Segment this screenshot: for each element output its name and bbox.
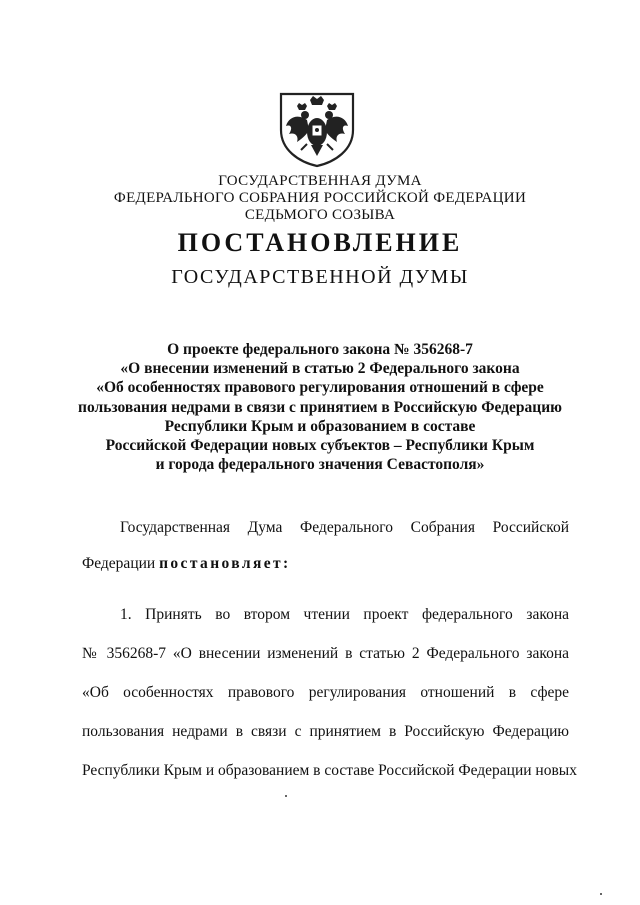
intro-line-2 [82,554,569,573]
title-line: О проекте федерального закона № 356268-7 [167,341,473,358]
point-1-line: «Об особенностях правового регулирования отношений в сфере [82,684,569,701]
document-subtype-heading: ГОСУДАРСТВЕННОЙ ДУМЫ [171,266,469,288]
point-1-line: Республики Крым и образованием в составе Российской Федерации новых [82,762,577,779]
resolution-title [60,340,580,474]
title-line: и города федерального значения Севастополя» [155,456,485,474]
document-type-heading: ПОСТАНОВЛЕНИЕ [177,228,463,257]
title-line: «О внесении изменений в статью 2 Федерального закона [120,360,520,378]
point-1-line: пользования недрами в связи с принятием в Российскую Федерацию [82,723,569,740]
intro-prefix: Федерации [82,555,156,572]
title-line: «Об особенностях правового регулирования отношений в сфере [96,379,544,397]
scan-speck [285,795,287,797]
scan-speck [600,893,602,895]
org-line-2: ФЕДЕРАЛЬНОГО СОБРАНИЯ РОССИЙСКОЙ ФЕДЕРАЦИИ [113,190,527,206]
point-1-line: 1. Принять во втором чтении проект федерального закона [120,606,569,623]
org-line-1: ГОСУДАРСТВЕННАЯ ДУМА [218,173,422,189]
resolves-keyword: постановляет: [159,555,291,572]
title-line: Республики Крым и образованием в составе [164,417,476,435]
point-1-line: № 356268-7 «О внесении изменений в статью 2 Федерального закона [82,645,569,662]
title-line: Российской Федерации новых субъектов – Республики Крым [105,437,535,455]
intro-line-1: Государственная Дума Федерального Собрания Российской [120,519,569,536]
point-1 [82,605,577,800]
org-line-3: СЕДЬМОГО СОЗЫВА [244,207,396,223]
state-emblem-icon [277,90,357,168]
title-line: пользования недрами в связи с принятием в Российскую Федерацию [78,398,562,416]
